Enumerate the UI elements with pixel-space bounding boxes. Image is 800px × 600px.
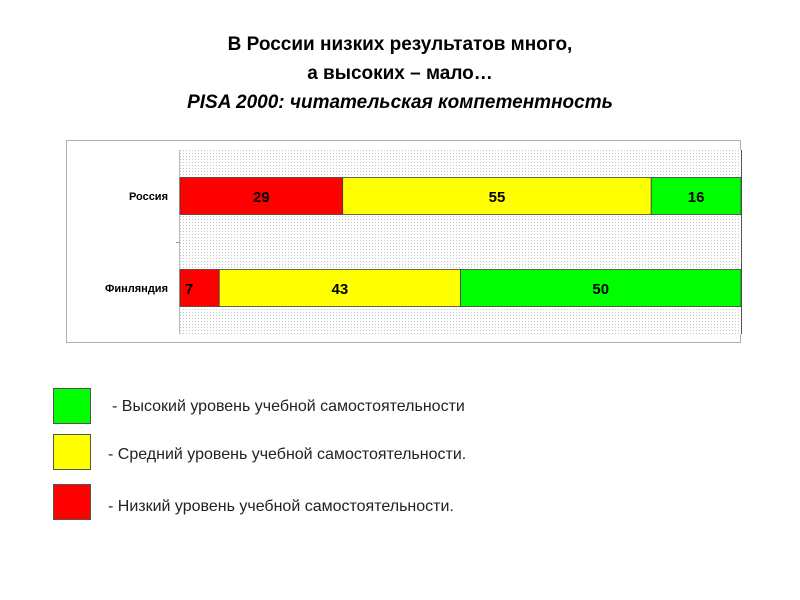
title-line-2: а высоких – мало… (307, 63, 493, 84)
legend-swatch-low (53, 484, 91, 520)
category-label: Россия (128, 191, 168, 203)
legend-swatch-medium (53, 434, 91, 470)
legend-label-medium: - Средний уровень учебной самостоятельности. (108, 446, 467, 463)
data-label: 43 (331, 281, 349, 298)
stacked-bar-chart (66, 140, 742, 344)
legend-label-low: - Низкий уровень учебной самостоятельности. (108, 498, 454, 515)
title-line-1: В России низких результатов много, (227, 34, 573, 55)
legend-label-high: - Высокий уровень учебной самостоятельности (112, 398, 465, 415)
chart-title (0, 30, 800, 117)
data-label: 29 (253, 189, 270, 206)
data-label: 50 (592, 281, 610, 298)
data-label: 7 (185, 281, 194, 298)
category-label: Финляндия (104, 283, 168, 295)
legend-swatch-high (53, 388, 91, 424)
title-line-3: PISA 2000: читательская компетентность (187, 92, 613, 113)
data-label: 16 (687, 189, 705, 206)
data-label: 55 (488, 189, 506, 206)
